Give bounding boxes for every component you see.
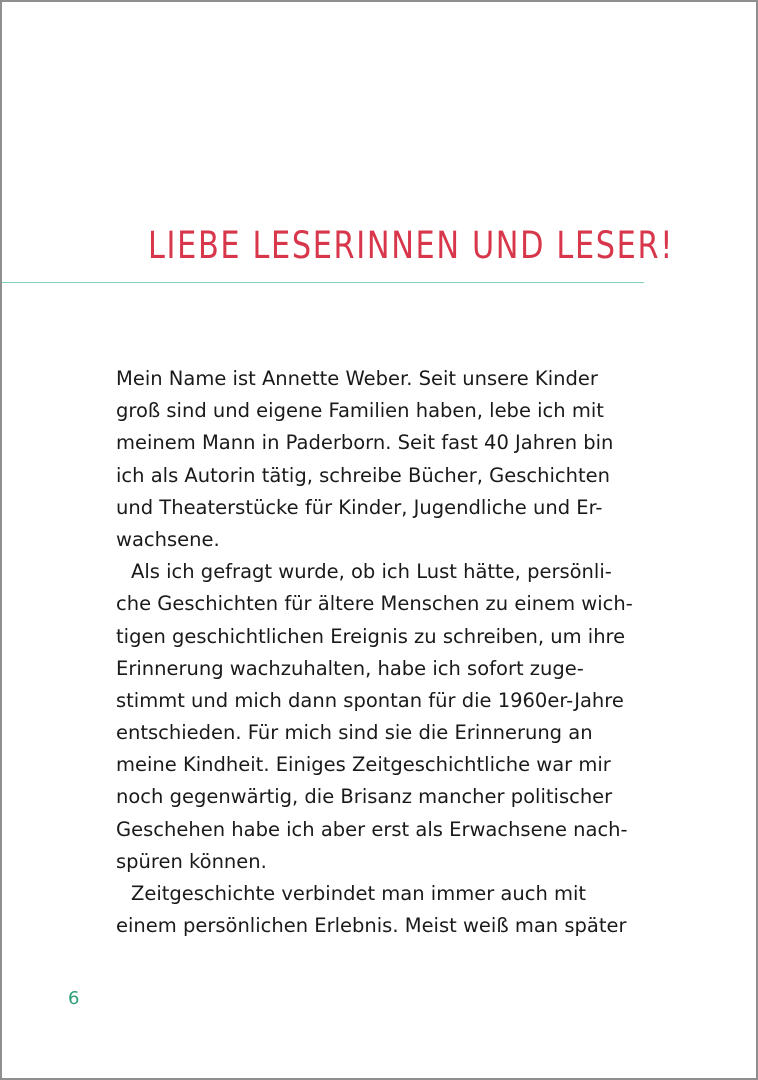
text-line: wachsene. — [116, 527, 220, 551]
text-line: Mein Name ist Annette Weber. Seit unsere Kinder — [116, 367, 598, 390]
text-line: Geschehen habe ich aber erst als Erwachsene nach- — [116, 817, 628, 841]
text-line: ich als Autorin tätig, schreibe Bücher, Geschichten — [116, 463, 611, 487]
text-line: entschieden. Für mich sind sie die Erinnerung an — [116, 721, 593, 745]
page-number: 6 — [68, 988, 80, 1009]
paragraph-start-line: Zeitgeschichte verbindet man immer auch mit — [131, 882, 587, 905]
text-line: und Theaterstücke für Kinder, Jugendliche und Er- — [116, 495, 603, 519]
text-line: meinem Mann in Paderborn. Seit fast 40 Jahren bin — [116, 431, 614, 455]
text-line: che Geschichten für ältere Menschen zu einem wich- — [116, 592, 633, 616]
body-text — [116, 363, 656, 942]
heading-divider — [2, 282, 644, 283]
text-line: Erinnerung wachzuhalten, habe ich sofort zuge- — [116, 656, 584, 680]
page-heading: LIEBE LESERINNEN UND LESER! — [148, 224, 675, 267]
text-line: meine Kindheit. Einiges Zeitgeschichtliche war mir — [116, 753, 611, 777]
text-line: tigen geschichtlichen Ereignis zu schreiben, um ihre — [116, 624, 626, 648]
text-line: stimmt und mich dann spontan für die 1960er-Jahre — [116, 688, 624, 712]
text-line: spüren können. — [116, 849, 267, 873]
text-line: noch gegenwärtig, die Brisanz mancher politischer — [116, 785, 613, 809]
paragraph-start-line: Als ich gefragt wurde, ob ich Lust hätte, persönli- — [131, 560, 612, 584]
text-line: einem persönlichen Erlebnis. Meist weiß man später — [116, 914, 627, 938]
text-line: groß sind und eigene Familien haben, lebe ich mit — [116, 399, 604, 423]
